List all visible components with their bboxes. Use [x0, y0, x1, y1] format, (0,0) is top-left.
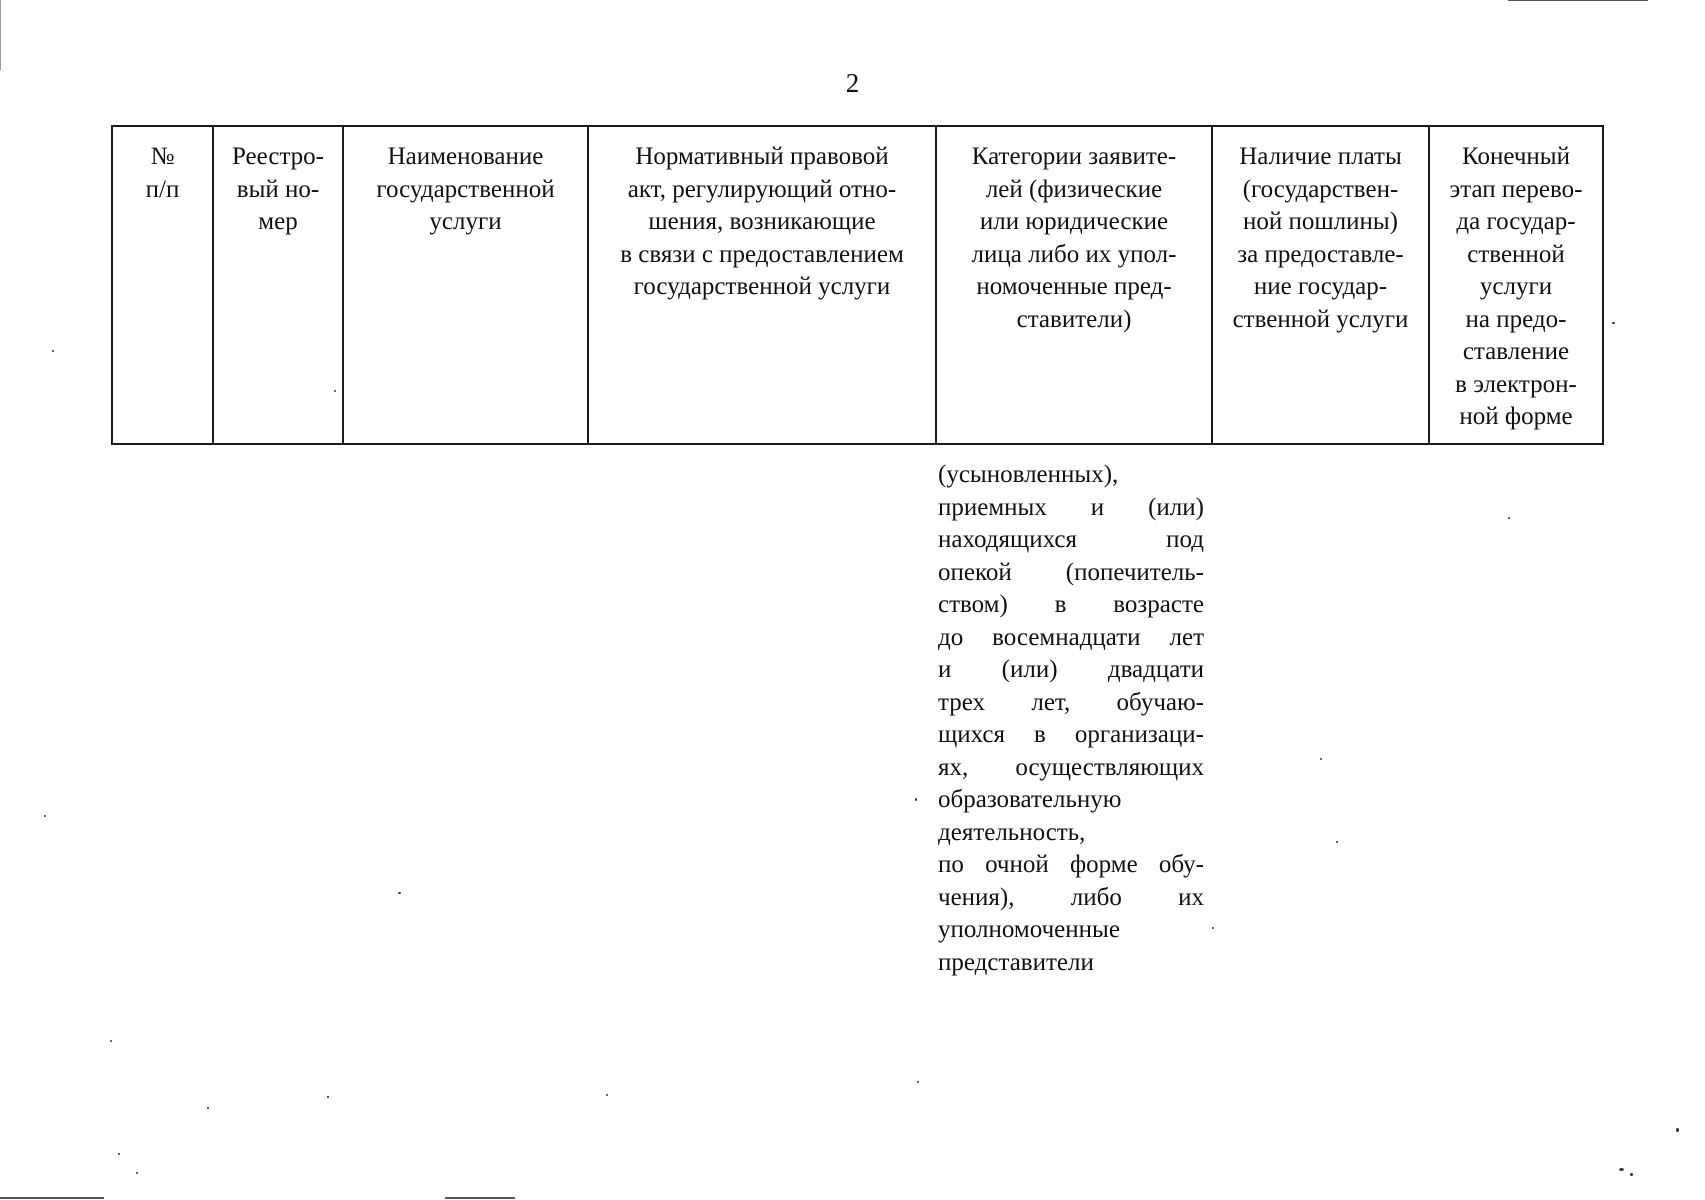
column-header-service-name: Наименование государственной услуги	[343, 126, 588, 444]
text-line: находящихся под	[938, 526, 1204, 553]
text-line: и (или) двадцати	[938, 656, 1204, 683]
text-line: ях, осуществляющих	[938, 753, 1204, 781]
applicant-categories-continuation	[938, 459, 1204, 979]
text-line: по очной форме обу-	[938, 851, 1204, 878]
text-line: деятельность,	[938, 818, 1086, 846]
scan-edge-mark	[0, 0, 1, 70]
text-line: ством) в возрасте	[938, 591, 1204, 618]
scan-edge-mark	[0, 1197, 104, 1199]
text-line: трех лет, обучаю-	[938, 688, 1204, 716]
column-header-regulatory-act: Нормативный правовой акт, регулирующий отно- шения, возникающие в связи с предоставлением государственной услуги	[588, 126, 936, 444]
column-header-registry-number: Реестро- вый но- мер	[213, 126, 343, 444]
text-line: до восемнадцати лет	[938, 623, 1204, 651]
text-line: чения), либо их	[938, 883, 1204, 911]
text-line: опекой (попечитель-	[938, 558, 1204, 586]
column-header-fee: Наличие платы (государствен- ной пошлины) за предоставле- ние государ- ственной услуги	[1212, 126, 1429, 444]
text-line: приемных и (или)	[938, 493, 1204, 521]
text-line: (усыновленных),	[938, 461, 1119, 488]
column-header-number: № п/п	[112, 126, 213, 444]
services-table-header	[111, 125, 1604, 445]
column-header-applicant-categories: Категории заявите- лей (физические или юридические лица либо их упол- номоченные пред- ставители)	[936, 126, 1212, 444]
scan-edge-mark	[445, 1197, 515, 1199]
table-header-row	[112, 126, 1603, 444]
text-line: щихся в организаци-	[938, 721, 1204, 748]
page-number: 2	[845, 68, 860, 98]
column-header-final-stage: Конечный этап перево- да государ- ственной услуги на предо- ставление в электрон- ной форме	[1429, 126, 1603, 444]
text-line: образовательную	[938, 786, 1122, 813]
scan-edge-mark	[1508, 0, 1648, 1]
text-line: уполномоченные	[938, 916, 1120, 943]
text-line: представители	[938, 948, 1094, 976]
